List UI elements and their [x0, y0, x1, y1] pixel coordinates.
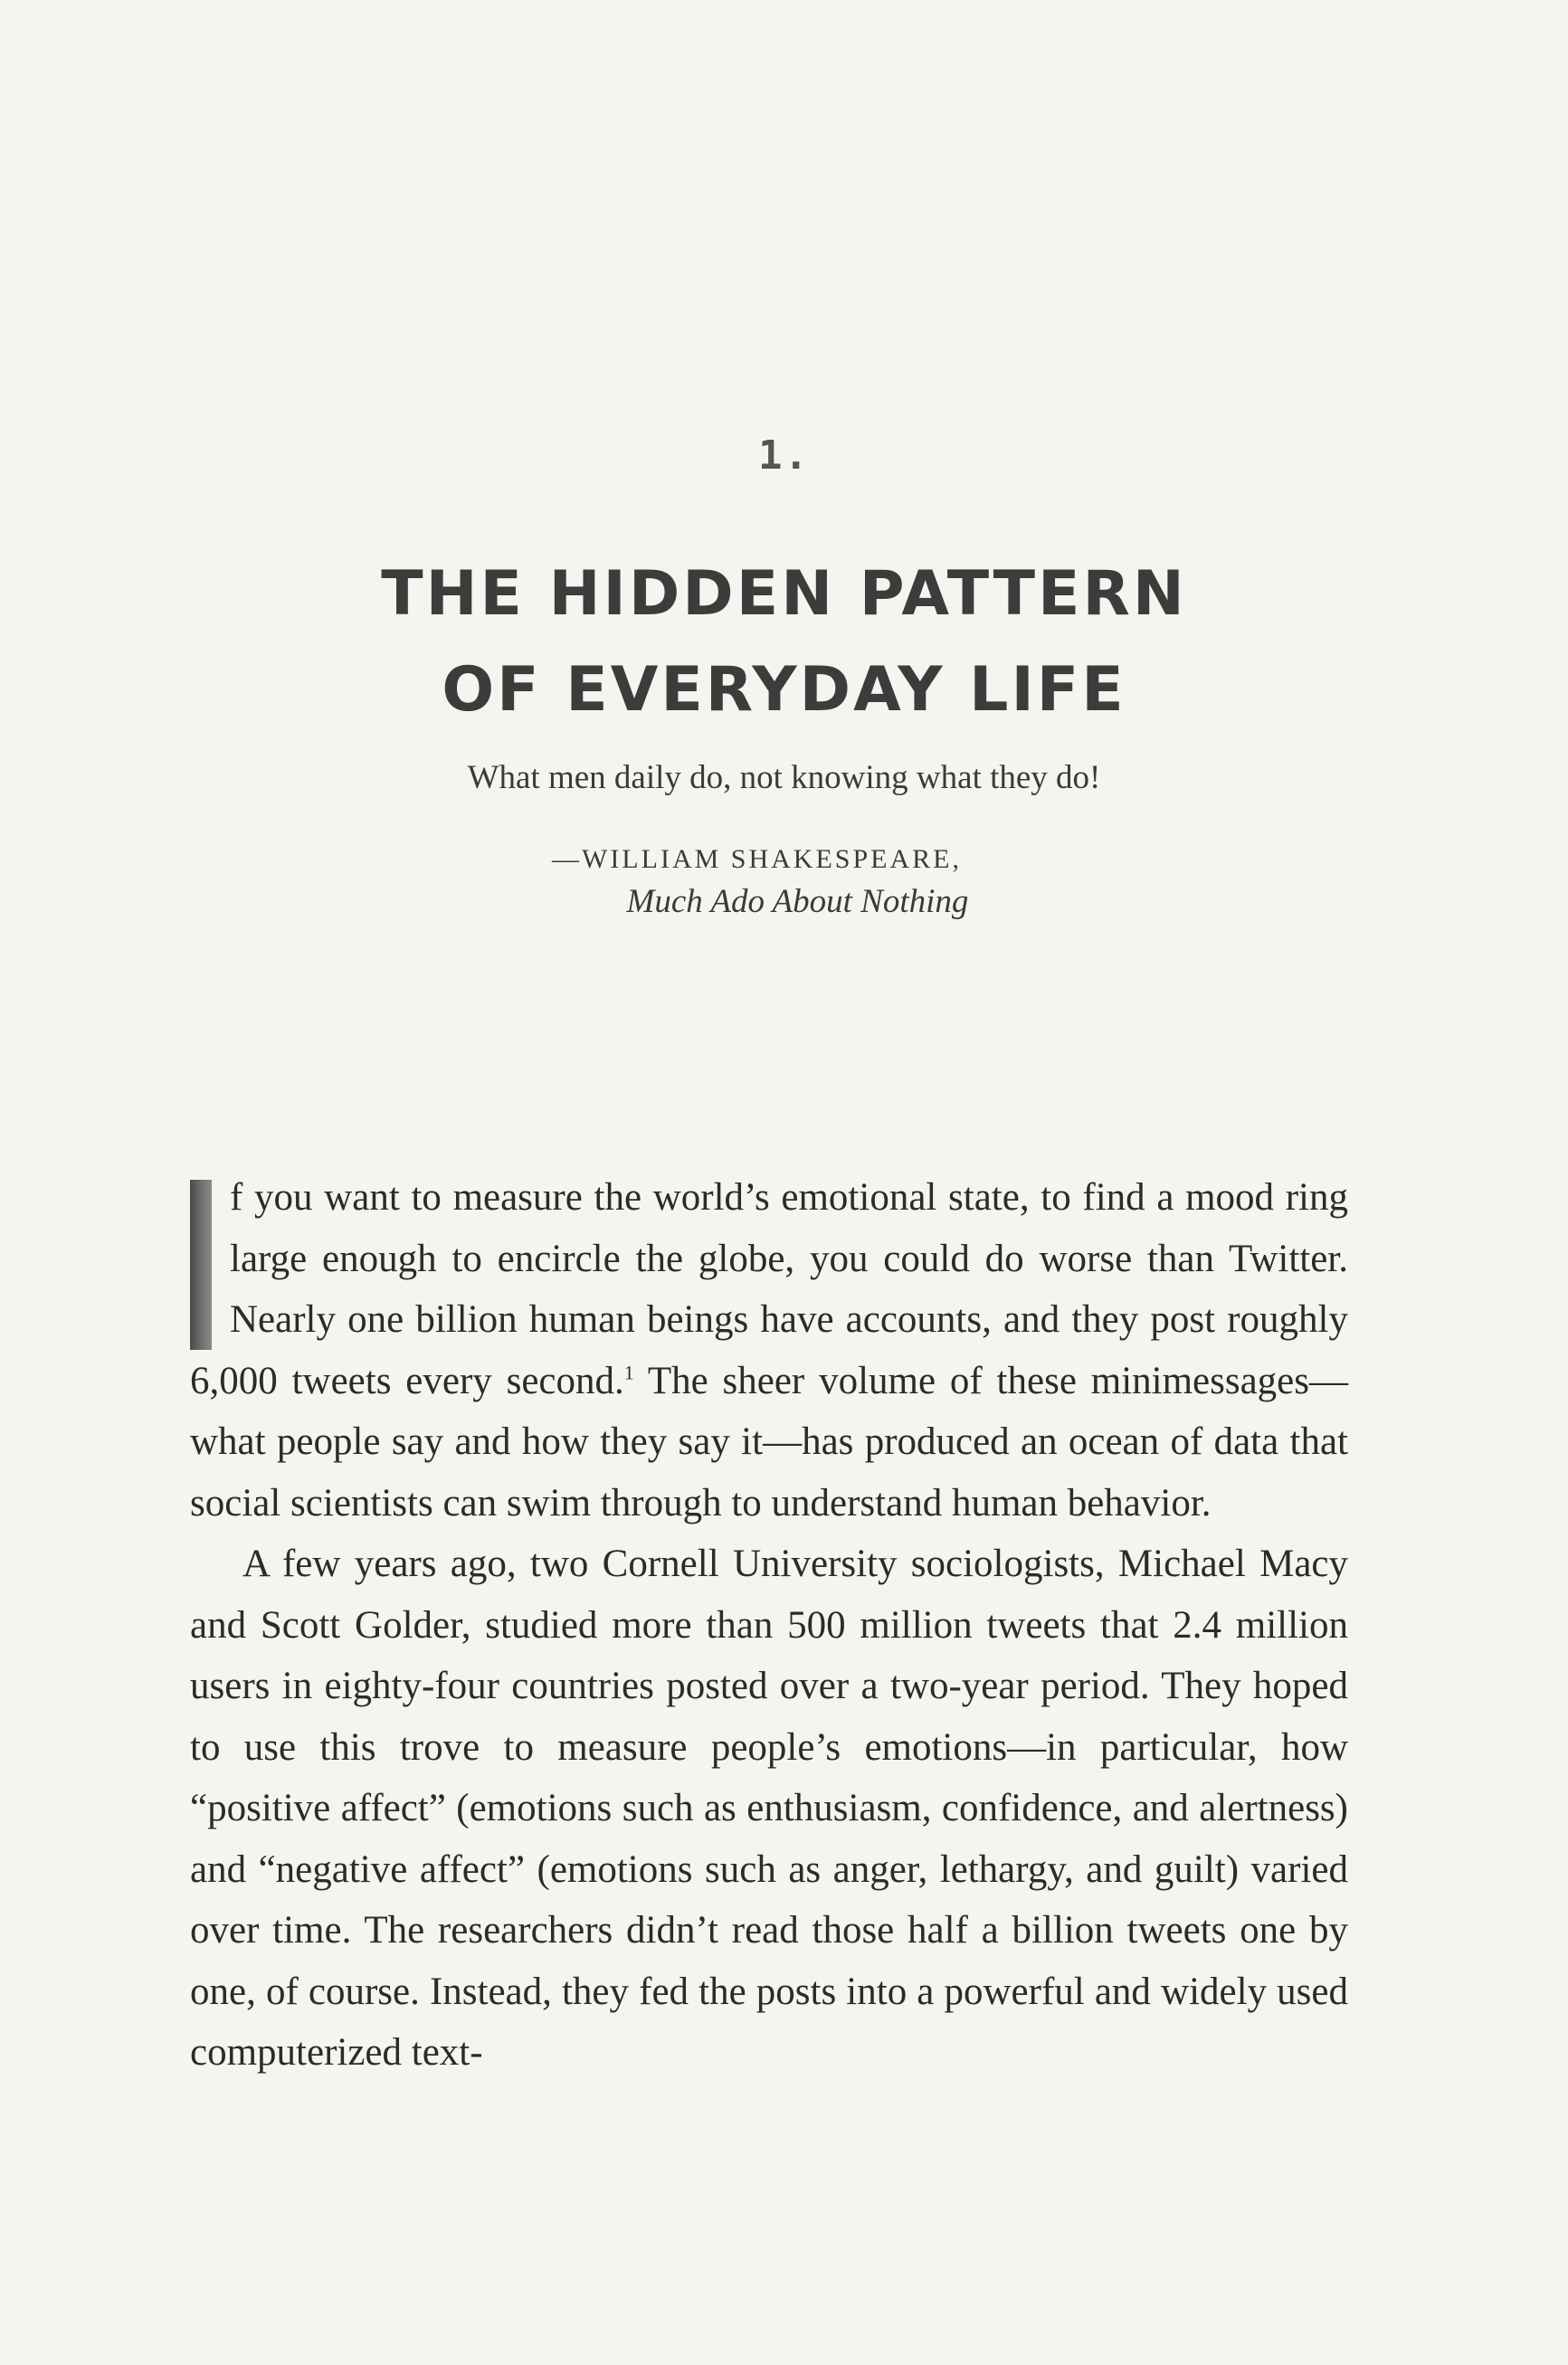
chapter-title-line-2: OF EVERYDAY LIFE	[442, 654, 1126, 726]
epigraph-quote: What men daily do, not knowing what they do!	[467, 759, 1101, 796]
chapter-number: 1.	[758, 432, 810, 479]
paragraph-1-text-continued: The sheer volume of these minimessages—what people say and how they say it—has produced an ocean of data that social scientists can swim through to understand human behavior.	[190, 1359, 1348, 1524]
body-text	[190, 1167, 1348, 2084]
chapter-title	[0, 546, 1568, 738]
epigraph-author: —WILLIAM SHAKESPEARE,	[552, 844, 962, 874]
paragraph-1-text: f you want to measure the world’s emotional state, to find a mood ring large enough to encircle the globe, you could do worse than Twitter. Nearly one billion human beings have accounts, and they post roughly 6,000 tweets every second.	[190, 1176, 1348, 1402]
footnote-reference: 1	[623, 1361, 634, 1384]
epigraph-attribution	[0, 840, 1568, 925]
paragraph-2: A few years ago, two Cornell University sociologists, Michael Macy and Scott Golder, studied more than 500 million tweets that 2.4 million users in eighty-four countries posted over a two-year period. They hoped to use this trove to measure people’s emotions—in particular, how “positive affect” (emotions such as enthusiasm, confidence, and alertness) and “negative affect” (emotions such as anger, lethargy, and guilt) varied over time. The researchers didn’t read those half a billion tweets one by one, of course. Instead, they fed the posts into a powerful and widely used computerized text-	[190, 1543, 1348, 2074]
epigraph-work-title: Much Ado About Nothing	[626, 883, 969, 920]
chapter-title-line-1: THE HIDDEN PATTERN	[381, 558, 1187, 630]
drop-cap	[190, 1180, 212, 1350]
paragraph-1	[190, 1167, 1348, 1534]
